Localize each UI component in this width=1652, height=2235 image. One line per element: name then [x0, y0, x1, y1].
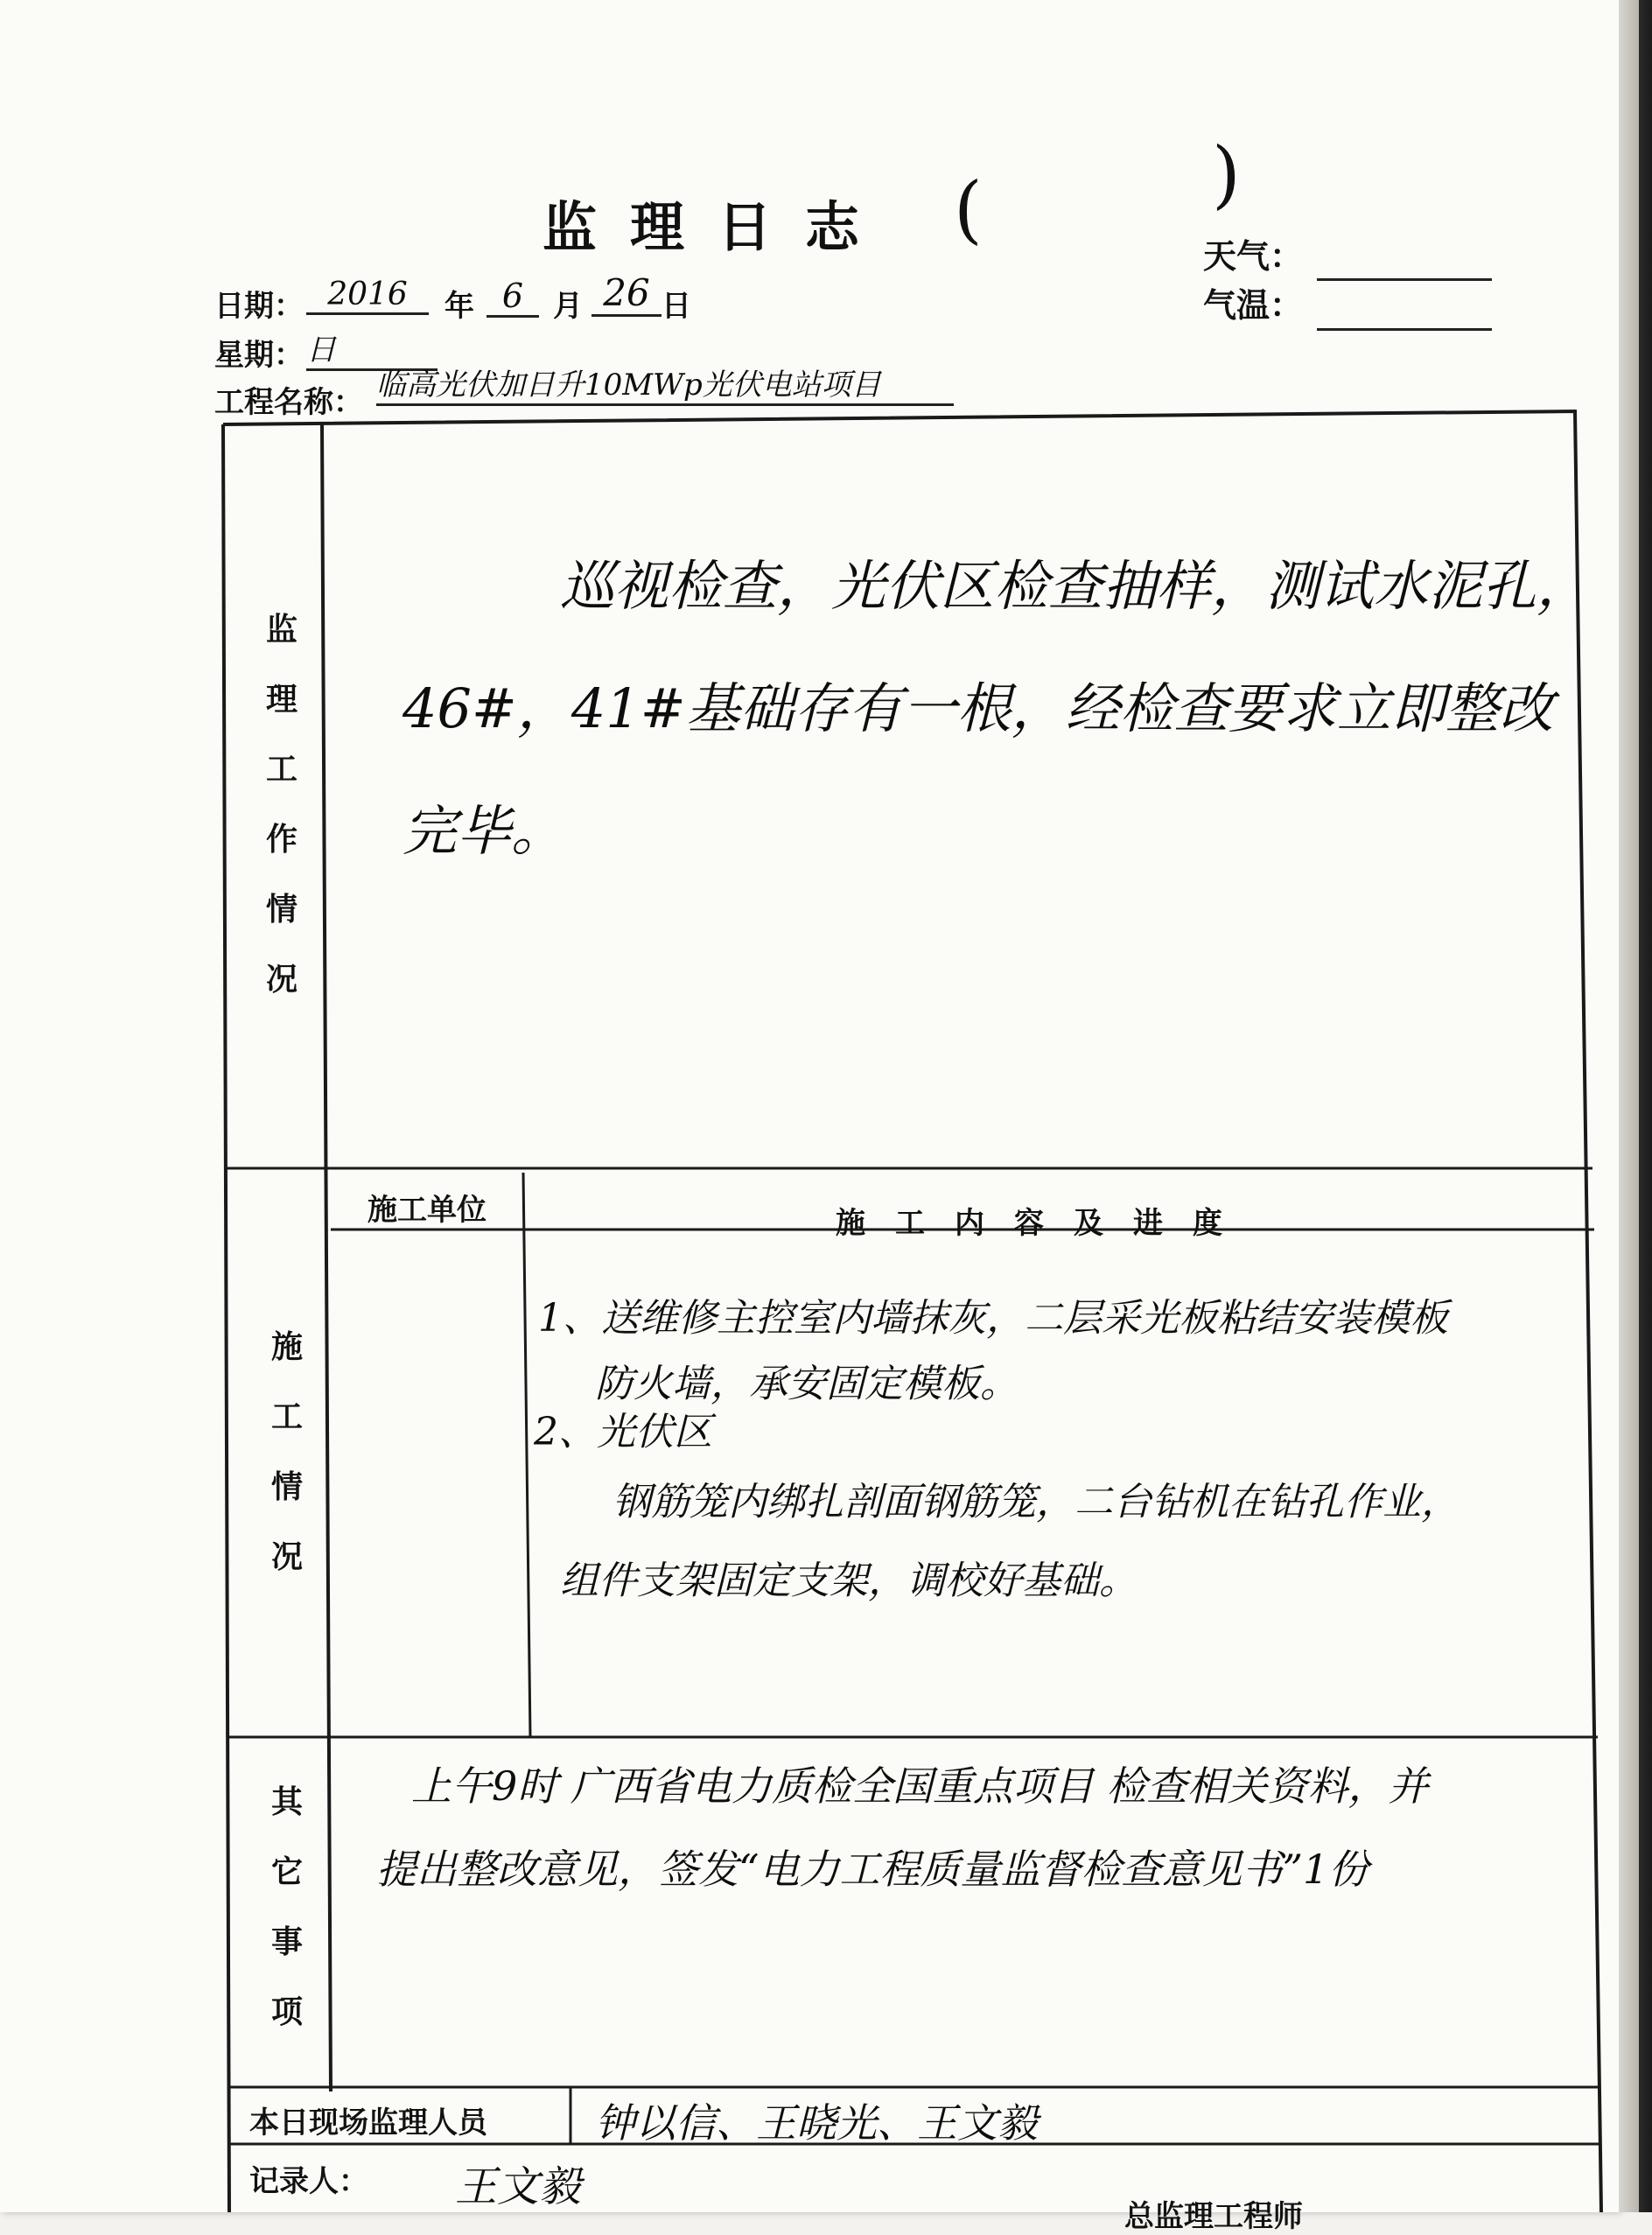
construction-unit-header: 施工单位 [368, 1193, 486, 1228]
month-label: 月 [553, 289, 583, 324]
date-label: 日期： [214, 289, 304, 324]
year-label: 年 [444, 289, 474, 324]
weather-label: 天气： [1203, 237, 1304, 276]
other-line-2: 提出整改意见，签发“电力工程质量监督检查意见书”1份 [376, 1846, 1369, 1893]
supervision-line-1: 巡视检查，光伏区检查抽样，测试水泥孔， [560, 554, 1592, 618]
construction-line-3: 2、光伏区 [534, 1410, 712, 1454]
supervision-section-label: 监 理 工 作 情 况 [265, 612, 298, 998]
staff-label: 本日现场监理人员 [249, 2105, 487, 2140]
date-year: 2016 [306, 277, 429, 315]
binder-edge [1619, 0, 1652, 2212]
chief-engineer-label: 总监理工程师 [1124, 2199, 1303, 2234]
page-title: 监理日志 [542, 195, 893, 259]
construction-content-header: 施工内容及进度 [836, 1206, 1252, 1241]
weekday-value: 日 [306, 326, 438, 371]
construction-line-2: 防火墙，承安固定模板。 [595, 1362, 1018, 1406]
construction-line-5: 组件支架固定支架，调校好基础。 [560, 1559, 1138, 1603]
temperature-label: 气温： [1203, 286, 1304, 325]
title-close-paren: ) [1212, 131, 1241, 217]
project-name: 临高光伏加日升10MWp光伏电站项目 [376, 361, 954, 406]
day-label: 日 [662, 289, 691, 324]
date-day: 26 [592, 271, 662, 317]
supervision-line-2: 46#，41#基础存有一根，经检查要求立即整改 [402, 676, 1554, 740]
date-month: 6 [486, 277, 539, 318]
staff-names: 钟以信、王晓光、王文毅 [595, 2099, 1038, 2147]
construction-line-4: 钢筋笼内绑扎剖面钢筋笼，二台钻机在钻孔作业， [612, 1480, 1460, 1524]
weekday-label: 星期： [214, 338, 304, 373]
recorder-name: 王文毅 [455, 2162, 582, 2211]
title-open-paren: ( [954, 166, 983, 252]
construction-line-1: 1、送维修主控室内墙抹灰，二层采光板粘结安装模板 [538, 1296, 1448, 1341]
supervision-line-3: 完毕。 [402, 799, 566, 863]
project-label: 工程名称： [214, 385, 363, 420]
other-line-1: 上午9时 广西省电力质检全国重点项目 检查相关资料，并 [411, 1762, 1429, 1810]
other-section-label: 其 它 事 项 [270, 1784, 303, 2030]
construction-section-label: 施 工 情 况 [270, 1329, 303, 1575]
recorder-label: 记录人： [249, 2164, 368, 2199]
